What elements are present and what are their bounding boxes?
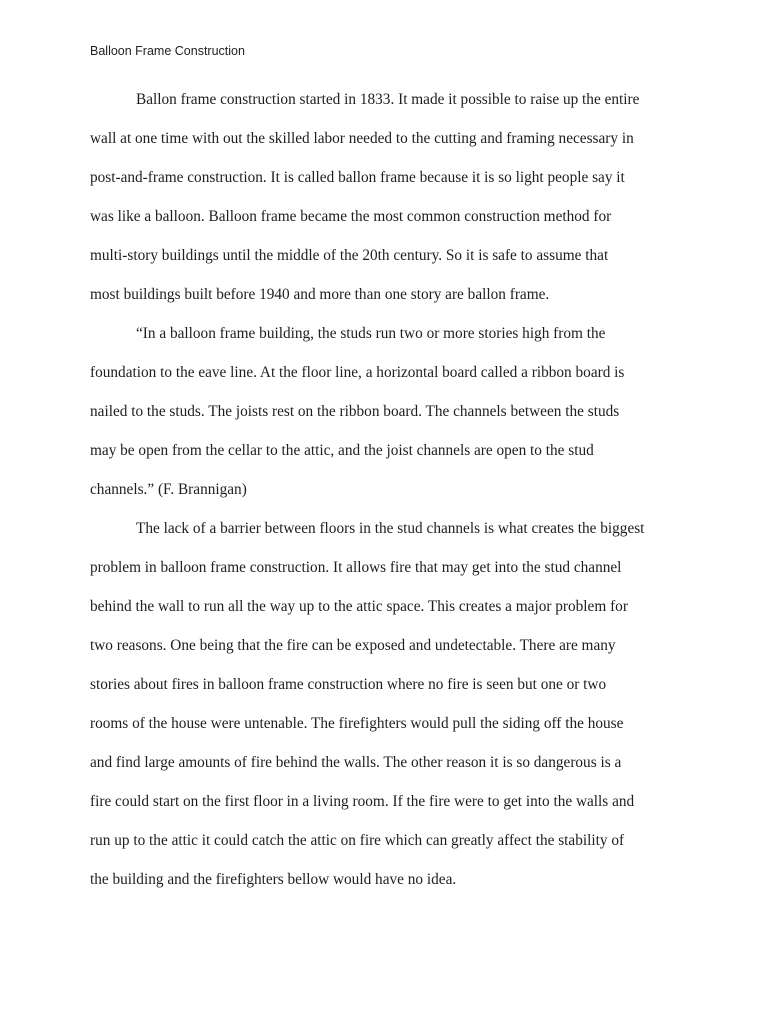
text-line: nailed to the studs. The joists rest on the ribbon board. The channels between the studs: [90, 403, 620, 420]
text-line: was like a balloon. Balloon frame became the most common construction method for: [90, 208, 612, 225]
text-line: The lack of a barrier between floors in the stud channels is what creates the biggest: [136, 520, 645, 537]
paragraph: [90, 88, 690, 322]
text-line: two reasons. One being that the fire can be exposed and undetectable. There are many: [90, 637, 616, 654]
text-line: “In a balloon frame building, the studs run two or more stories high from the: [136, 325, 606, 342]
text-line: channels.” (F. Brannigan): [90, 481, 247, 498]
text-line: multi-story buildings until the middle of the 20th century. So it is safe to assume that: [90, 247, 609, 264]
text-line: and find large amounts of fire behind the walls. The other reason it is so dangerous is a: [90, 754, 622, 771]
text-line: run up to the attic it could catch the attic on fire which can greatly affect the stability of: [90, 832, 625, 849]
text-line: Ballon frame construction started in 1833. It made it possible to raise up the entire: [136, 91, 640, 108]
text-line: behind the wall to run all the way up to the attic space. This creates a major problem for: [90, 598, 628, 615]
text-line: foundation to the eave line. At the floor line, a horizontal board called a ribbon board is: [90, 364, 625, 381]
text-line: most buildings built before 1940 and more than one story are ballon frame.: [90, 286, 550, 303]
document-body: [90, 88, 690, 907]
text-line: stories about fires in balloon frame construction where no fire is seen but one or two: [90, 676, 607, 693]
text-line: rooms of the house were untenable. The firefighters would pull the siding off the house: [90, 715, 624, 732]
running-head: Balloon Frame Construction: [90, 44, 245, 58]
text-line: may be open from the cellar to the attic, and the joist channels are open to the stud: [90, 442, 594, 459]
text-line: problem in balloon frame construction. It allows fire that may get into the stud channel: [90, 559, 622, 576]
text-line: fire could start on the first floor in a living room. If the fire were to get into the walls and: [90, 793, 635, 810]
text-line: post-and-frame construction. It is called ballon frame because it is so light people say it: [90, 169, 625, 186]
paragraph: [90, 517, 690, 907]
text-line: the building and the firefighters bellow would have no idea.: [90, 871, 457, 888]
text-line: wall at one time with out the skilled labor needed to the cutting and framing necessary in: [90, 130, 634, 147]
paragraph: [90, 322, 690, 517]
